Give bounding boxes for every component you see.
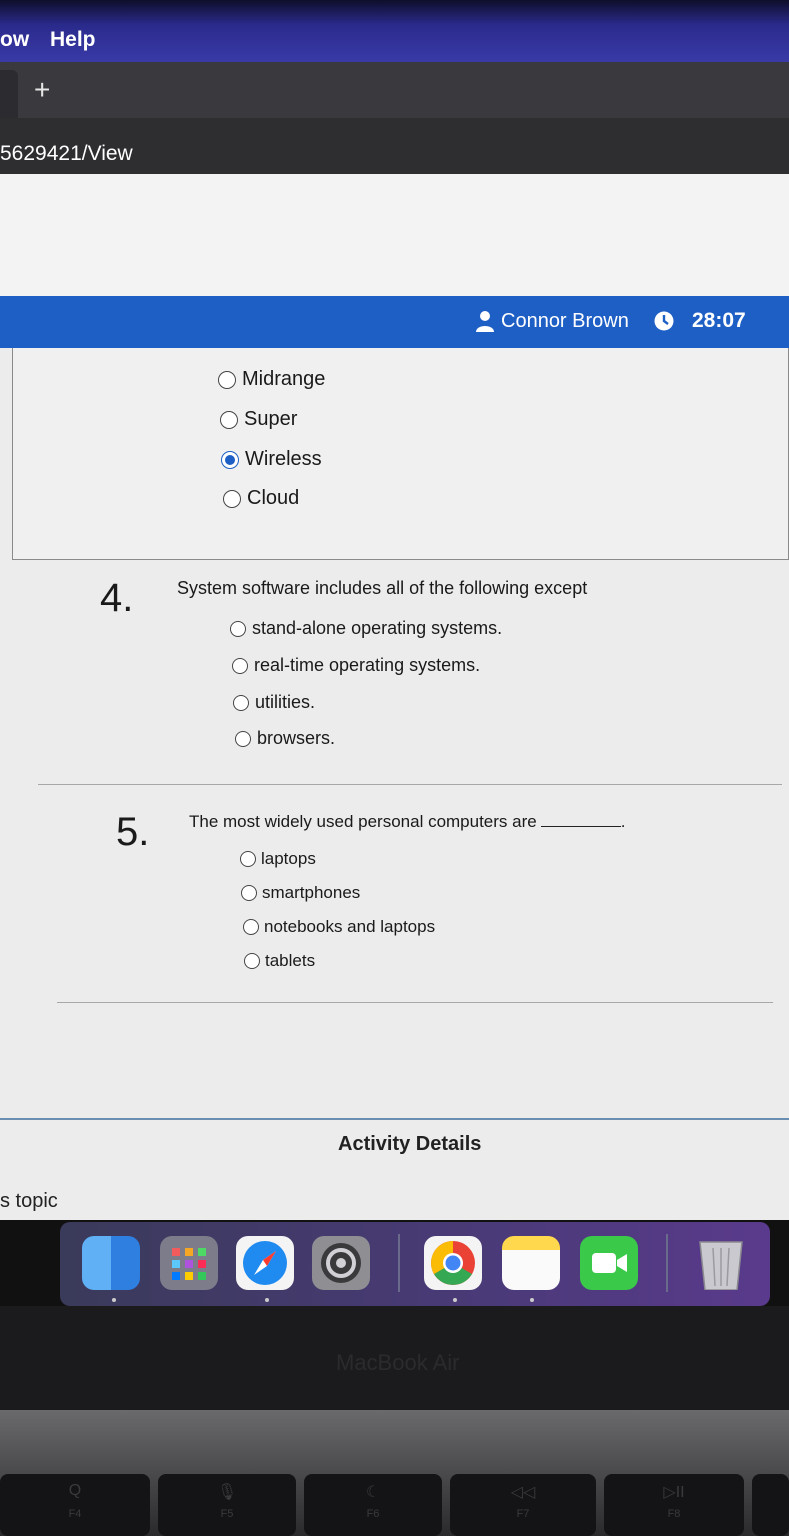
play-pause-icon: ▷II: [663, 1484, 685, 1501]
running-indicator: [453, 1298, 457, 1302]
chrome-logo: [424, 1236, 482, 1290]
option-label: stand-alone operating systems.: [252, 618, 503, 638]
option-label: utilities.: [255, 692, 316, 712]
q5-option-tablets[interactable]: [244, 951, 315, 971]
menu-window[interactable]: ow: [0, 28, 30, 51]
trash-can: [692, 1236, 750, 1290]
key-f8[interactable]: [604, 1474, 744, 1536]
key-f9[interactable]: [752, 1474, 789, 1536]
q3-option-midrange[interactable]: [218, 368, 325, 391]
q3-option-cloud[interactable]: [223, 487, 299, 510]
answer-blank: [541, 826, 621, 827]
gear: [312, 1236, 370, 1290]
key-label: F5: [220, 1508, 234, 1520]
q4-option-utilities[interactable]: [233, 692, 315, 713]
q3-option-super[interactable]: [220, 408, 297, 431]
menu-help[interactable]: Help: [50, 28, 96, 51]
page-top-area: [0, 174, 789, 296]
key-label: F8: [667, 1508, 681, 1520]
question-5-number: 5.: [116, 810, 150, 854]
option-label: tablets: [265, 951, 316, 970]
radio-button[interactable]: [230, 621, 246, 637]
system-settings-icon[interactable]: [312, 1236, 370, 1290]
radio-button[interactable]: [244, 953, 260, 969]
option-label: browsers.: [257, 728, 336, 748]
moon-icon: ☾: [365, 1484, 381, 1501]
quiz-header-bar: [0, 296, 789, 348]
dock: [60, 1222, 770, 1306]
user-name: Connor Brown: [501, 310, 629, 332]
key-f5[interactable]: [158, 1474, 296, 1536]
footer-separator: [0, 1118, 789, 1120]
radio-button[interactable]: [218, 371, 236, 389]
rewind-icon: ◁◁: [510, 1484, 536, 1501]
question-divider: [38, 784, 782, 785]
facetime-icon[interactable]: [580, 1236, 638, 1290]
running-indicator: [112, 1298, 116, 1302]
key-f6[interactable]: [304, 1474, 442, 1536]
key-f4[interactable]: [0, 1474, 150, 1536]
key-label: F4: [68, 1508, 82, 1520]
option-label: Midrange: [242, 368, 326, 390]
q4-option-realtime[interactable]: [232, 655, 480, 676]
option-label: notebooks and laptops: [264, 917, 436, 936]
q5-option-laptops[interactable]: [240, 849, 316, 869]
trash-icon[interactable]: [692, 1236, 750, 1290]
radio-button[interactable]: [235, 731, 251, 747]
question-4-number: 4.: [100, 576, 134, 620]
finder-icon[interactable]: [82, 1236, 140, 1290]
launchpad-icon[interactable]: [160, 1236, 218, 1290]
user-icon: [476, 310, 494, 332]
option-label: real-time operating systems.: [254, 655, 481, 675]
q5-option-smartphones[interactable]: [241, 883, 360, 903]
menu-bar: [0, 0, 789, 62]
q4-option-standalone[interactable]: [230, 618, 502, 639]
notes-icon[interactable]: [502, 1236, 560, 1290]
laptop-brand: MacBook Air: [336, 1350, 460, 1375]
tab-bar: [0, 62, 789, 118]
new-tab-button[interactable]: +: [34, 74, 51, 105]
radio-button[interactable]: [241, 885, 257, 901]
compass: [236, 1236, 294, 1290]
radio-button-selected[interactable]: [221, 451, 239, 469]
running-indicator: [265, 1298, 269, 1302]
running-indicator: [530, 1298, 534, 1302]
timer: 28:07: [692, 309, 746, 332]
topic-label: s topic: [0, 1190, 58, 1212]
video-camera: [580, 1236, 638, 1290]
question-3-card: [12, 348, 789, 560]
activity-details-heading: Activity Details: [338, 1133, 482, 1155]
radio-button[interactable]: [233, 695, 249, 711]
url-text[interactable]: 5629421/View: [0, 142, 133, 165]
key-label: F7: [516, 1508, 530, 1520]
address-bar[interactable]: [0, 118, 789, 174]
q5-option-notebooks[interactable]: [243, 917, 435, 937]
question-5-text: [189, 812, 625, 832]
radio-button[interactable]: [243, 919, 259, 935]
quiz-page: [0, 174, 789, 1220]
question-4-text: System software includes all of the following except: [177, 578, 588, 598]
key-f7[interactable]: [450, 1474, 596, 1536]
question-5-stem: The most widely used personal computers are: [189, 812, 537, 831]
chrome-icon[interactable]: [424, 1236, 482, 1290]
safari-icon[interactable]: [236, 1236, 294, 1290]
browser-tab[interactable]: [0, 70, 18, 118]
radio-button[interactable]: [232, 658, 248, 674]
option-label: Wireless: [245, 448, 322, 470]
q4-option-browsers[interactable]: [235, 728, 335, 749]
dock-separator: [398, 1234, 400, 1292]
radio-button[interactable]: [223, 490, 241, 508]
option-label: smartphones: [262, 883, 361, 902]
q3-option-wireless[interactable]: [221, 448, 322, 471]
clock-icon: [654, 311, 674, 331]
option-label: Cloud: [247, 487, 300, 509]
search-icon: Q: [68, 1482, 82, 1499]
launchpad-grid: [160, 1236, 218, 1290]
question-divider: [57, 1002, 773, 1003]
option-label: laptops: [261, 849, 316, 868]
microphone-icon: 🎙: [216, 1484, 238, 1501]
radio-button[interactable]: [240, 851, 256, 867]
radio-button[interactable]: [220, 411, 238, 429]
option-label: Super: [244, 408, 298, 430]
dock-separator: [666, 1234, 668, 1292]
key-label: F6: [366, 1508, 380, 1520]
question-5-end: .: [620, 812, 626, 831]
